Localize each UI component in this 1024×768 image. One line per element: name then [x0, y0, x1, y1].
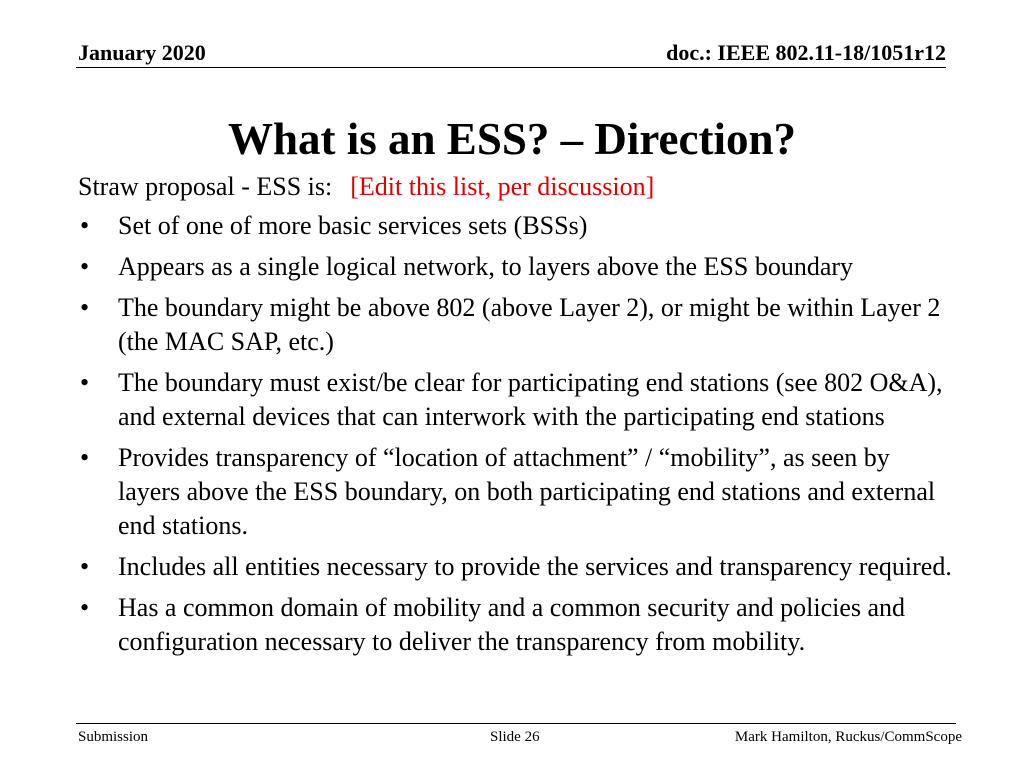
bullet-item [78, 250, 958, 284]
header-date: January 2020 [78, 40, 206, 65]
bullet-text: Set of one of more basic services sets (BSSs) [118, 211, 588, 240]
footer-submission: Submission [78, 729, 149, 745]
bullet-item [78, 209, 958, 243]
bullet-glyph: • [80, 593, 90, 622]
bullet-item [78, 591, 958, 659]
bullet-list [78, 209, 958, 666]
bullet-glyph: • [80, 368, 90, 397]
footer-author: Mark Hamilton, Ruckus/CommScope [734, 729, 962, 745]
bullet-glyph: • [80, 443, 90, 472]
bullet-text: The boundary must exist/be clear for participating end stations (see 802 O&A), and external devices that can interwork with the participating end stations [118, 368, 943, 431]
bullet-text: The boundary might be above 802 (above Layer 2), or might be within Layer 2 (the MAC SAP, etc.) [118, 293, 941, 356]
bullet-item [78, 366, 958, 434]
intro-text: Straw proposal - ESS is: [78, 172, 333, 201]
intro-note: [Edit this list, per discussion] [350, 172, 655, 201]
bullet-item [78, 550, 958, 584]
bullet-glyph: • [80, 211, 90, 240]
intro-line [78, 171, 654, 203]
bullet-glyph: • [80, 252, 90, 281]
bullet-text: Has a common domain of mobility and a common security and policies and configuration necessary to deliver the transparency from mobility. [118, 593, 906, 656]
header-doc-id: doc.: IEEE 802.11-18/1051r12 [666, 40, 946, 65]
bullet-glyph: • [80, 293, 90, 322]
footer-rule [76, 723, 956, 724]
bullet-item [78, 291, 958, 359]
bullet-text: Includes all entities necessary to provide the services and transparency required. [118, 552, 952, 581]
bullet-item [78, 441, 958, 543]
bullet-text: Provides transparency of “location of attachment” / “mobility”, as seen by layers above the ESS boundary, on both participating end stations and external end stations. [118, 443, 936, 540]
bullet-glyph: • [80, 552, 90, 581]
footer-slide-number: Slide 26 [490, 729, 540, 745]
slide-title: What is an ESS? – Direction? [228, 114, 796, 164]
bullet-text: Appears as a single logical network, to layers above the ESS boundary [118, 252, 854, 281]
header-rule [76, 67, 946, 68]
